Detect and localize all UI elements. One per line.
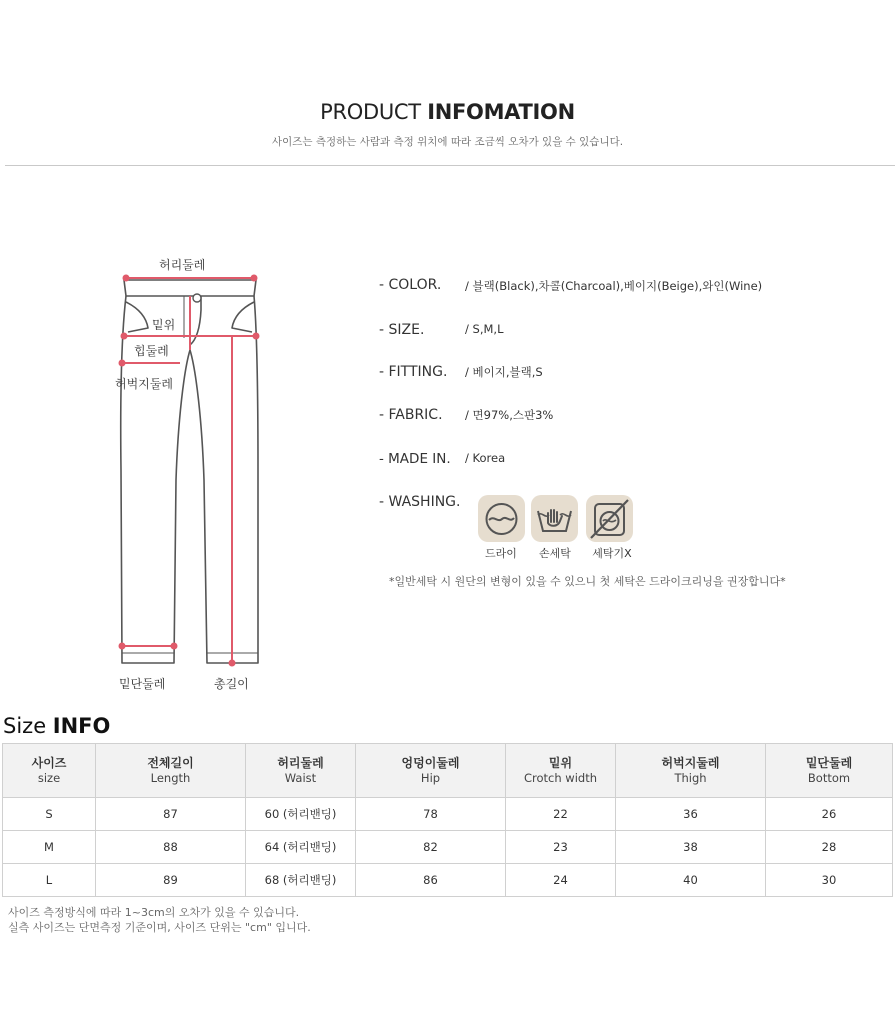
column-header: 밑단둘레 Bottom (766, 744, 893, 798)
waistband-outline (124, 280, 256, 296)
diagram-label-hip: 힙둘레 (134, 344, 169, 358)
column-header: 밑위 Crotch width (506, 744, 616, 798)
table-cell: 87 (96, 798, 246, 831)
title-bold: INFOMATION (427, 100, 575, 124)
fly-line (190, 296, 201, 345)
size-note-2: 실측 사이즈는 단면측정 기준이며, 사이즈 단위는 "cm" 입니다. (8, 921, 311, 934)
info-madein-value: / Korea (465, 451, 506, 465)
table-row (3, 798, 893, 831)
column-header: 사이즈 size (3, 744, 96, 798)
hand-wash-icon (531, 495, 578, 542)
size-notes (8, 905, 311, 935)
table-row (3, 831, 893, 864)
column-header: 전체길이 Length (96, 744, 246, 798)
info-size-value: / S,M,L (465, 322, 504, 336)
table-cell: 36 (616, 798, 766, 831)
divider (5, 165, 895, 166)
page-subtitle: 사이즈는 측정하는 사람과 측정 위치에 따라 조금씩 오차가 있을 수 있습니다. (271, 136, 624, 148)
table-cell: M (3, 831, 96, 864)
table-cell: 28 (766, 831, 893, 864)
dry-clean-label: 드라이 (485, 547, 517, 560)
size-note-1: 사이즈 측정방식에 따라 1~3cm의 오차가 있을 수 있습니다. (8, 906, 300, 919)
diagram-label-waist: 허리둘레 (159, 258, 206, 272)
info-fitting-key: - FITTING. (379, 364, 448, 380)
table-cell: 23 (506, 831, 616, 864)
no-machine-wash-icon (586, 495, 633, 542)
dry-clean-icon (478, 495, 525, 542)
table-cell: 89 (96, 864, 246, 897)
table-cell: 24 (506, 864, 616, 897)
table-cell: 40 (616, 864, 766, 897)
diagram-label-thigh: 허벅지둘레 (115, 377, 173, 391)
no-machine-wash-label: 세탁기X (592, 547, 632, 560)
info-fitting-value: / 베이지,블랙,S (465, 365, 543, 379)
size-title-light: Size (3, 714, 53, 738)
pants-diagram (110, 270, 270, 675)
washing-note: *일반세탁 시 원단의 변형이 있을 수 있으니 첫 세탁은 드라이크리닝을 권장합니다* (389, 575, 786, 588)
size-info-title (3, 714, 110, 738)
column-header: 허벅지둘레 Thigh (616, 744, 766, 798)
info-color-key: - COLOR. (379, 277, 442, 293)
info-fabric-key: - FABRIC. (379, 407, 443, 423)
table-cell: 88 (96, 831, 246, 864)
title-light: PRODUCT (320, 100, 428, 124)
diagram-label-length: 총길이 (214, 677, 249, 691)
table-cell: 26 (766, 798, 893, 831)
table-cell: 38 (616, 831, 766, 864)
button-icon (193, 294, 201, 302)
column-header: 허리둘레 Waist (246, 744, 356, 798)
info-size-key: - SIZE. (379, 322, 425, 338)
right-pocket (232, 302, 254, 332)
table-cell: 64 (허리밴딩) (246, 831, 356, 864)
table-cell: 22 (506, 798, 616, 831)
column-header: 엉덩이둘레 Hip (356, 744, 506, 798)
size-title-bold: INFO (52, 714, 111, 738)
info-color-value: / 블랙(Black),차콜(Charcoal),베이지(Beige),와인(Wine) (465, 279, 763, 293)
size-table-header (3, 744, 893, 798)
table-cell: 68 (허리밴딩) (246, 864, 356, 897)
table-cell: 60 (허리밴딩) (246, 798, 356, 831)
table-row (3, 864, 893, 897)
table-cell: 30 (766, 864, 893, 897)
table-cell: L (3, 864, 96, 897)
table-cell: 82 (356, 831, 506, 864)
info-fabric-value: / 면97%,스판3% (465, 408, 554, 422)
info-madein-key: - MADE IN. (379, 451, 451, 467)
page-title (0, 100, 895, 124)
table-cell: 78 (356, 798, 506, 831)
hand-wash-label: 손세탁 (539, 547, 571, 560)
table-cell: S (3, 798, 96, 831)
left-pocket (126, 302, 148, 332)
diagram-label-bottom: 밑단둘레 (119, 677, 166, 691)
table-cell: 86 (356, 864, 506, 897)
size-table (2, 743, 893, 897)
info-washing-key: - WASHING. (379, 494, 461, 510)
diagram-label-crotch: 밑위 (152, 318, 176, 332)
